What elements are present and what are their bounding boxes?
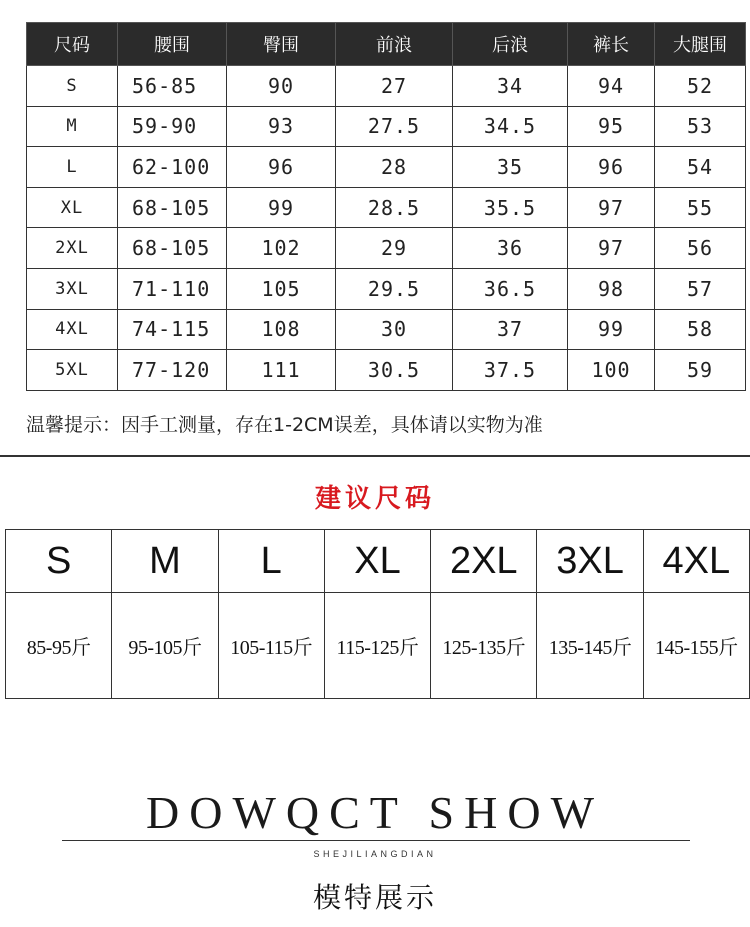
recommended-weight-cell: 95-105斤	[112, 593, 218, 699]
size-row	[27, 309, 746, 350]
size-chart-body	[27, 66, 746, 391]
measurement-cell: 34	[453, 66, 568, 107]
measurement-cell: 71-110	[118, 268, 227, 309]
measurement-cell: 59	[655, 350, 746, 391]
size-label-cell: 3XL	[27, 268, 118, 309]
recommended-weight-cell: 105-115斤	[218, 593, 324, 699]
measurement-cell: 56-85	[118, 66, 227, 107]
size-label-cell: M	[27, 106, 118, 147]
brand-name: DOWQCT SHOW	[146, 787, 604, 838]
measurement-cell: 37	[453, 309, 568, 350]
recommended-size-cell: L	[218, 530, 324, 593]
recommended-weight-cell: 85-95斤	[6, 593, 112, 699]
measurement-cell: 29.5	[336, 268, 453, 309]
measurement-cell: 74-115	[118, 309, 227, 350]
size-label-cell: 5XL	[27, 350, 118, 391]
measurement-cell: 30	[336, 309, 453, 350]
header-length: 裤长	[568, 23, 655, 66]
measurement-cell: 102	[227, 228, 336, 269]
measurement-cell: 99	[227, 187, 336, 228]
measurement-cell: 34.5	[453, 106, 568, 147]
recommendation-weight-row	[6, 593, 750, 699]
measurement-cell: 37.5	[453, 350, 568, 391]
measurement-note: 温馨提示：因手工测量，存在1-2CM误差，具体请以实物为准	[26, 414, 543, 436]
measurement-cell: 62-100	[118, 147, 227, 188]
size-row	[27, 350, 746, 391]
measurement-cell: 29	[336, 228, 453, 269]
recommended-weight-cell: 145-155斤	[643, 593, 749, 699]
measurement-cell: 95	[568, 106, 655, 147]
measurement-cell: 27	[336, 66, 453, 107]
recommended-size-cell: XL	[324, 530, 430, 593]
size-row	[27, 268, 746, 309]
size-label-cell: 2XL	[27, 228, 118, 269]
recommended-weight-cell: 125-135斤	[431, 593, 537, 699]
size-label-cell: S	[27, 66, 118, 107]
measurement-cell: 97	[568, 228, 655, 269]
size-row	[27, 147, 746, 188]
measurement-cell: 93	[227, 106, 336, 147]
measurement-cell: 28	[336, 147, 453, 188]
recommended-size-cell: M	[112, 530, 218, 593]
measurement-cell: 53	[655, 106, 746, 147]
header-size: 尺码	[27, 23, 118, 66]
recommended-weight-cell: 115-125斤	[324, 593, 430, 699]
size-row	[27, 228, 746, 269]
size-recommendation-table	[5, 529, 750, 699]
model-display-caption: 模特展示	[312, 881, 437, 914]
recommended-size-cell: 4XL	[643, 530, 749, 593]
measurement-cell: 100	[568, 350, 655, 391]
measurement-cell: 56	[655, 228, 746, 269]
measurement-cell: 35.5	[453, 187, 568, 228]
measurement-cell: 96	[568, 147, 655, 188]
measurement-cell: 97	[568, 187, 655, 228]
size-chart-header-row	[27, 23, 746, 66]
measurement-cell: 108	[227, 309, 336, 350]
recommended-size-cell: 3XL	[537, 530, 643, 593]
size-row	[27, 187, 746, 228]
size-row	[27, 106, 746, 147]
measurement-cell: 55	[655, 187, 746, 228]
header-thigh: 大腿围	[655, 23, 746, 66]
size-label-cell: XL	[27, 187, 118, 228]
recommendation-size-row	[6, 530, 750, 593]
measurement-cell: 54	[655, 147, 746, 188]
measurement-cell: 96	[227, 147, 336, 188]
measurement-cell: 36	[453, 228, 568, 269]
measurement-cell: 105	[227, 268, 336, 309]
measurement-cell: 52	[655, 66, 746, 107]
header-front-rise: 前浪	[336, 23, 453, 66]
measurement-cell: 59-90	[118, 106, 227, 147]
size-label-cell: L	[27, 147, 118, 188]
measurement-cell: 98	[568, 268, 655, 309]
section-divider	[0, 455, 750, 457]
measurement-cell: 68-105	[118, 228, 227, 269]
measurement-cell: 94	[568, 66, 655, 107]
recommended-size-cell: S	[6, 530, 112, 593]
measurement-cell: 58	[655, 309, 746, 350]
header-back-rise: 后浪	[453, 23, 568, 66]
measurement-cell: 30.5	[336, 350, 453, 391]
measurement-cell: 36.5	[453, 268, 568, 309]
measurement-cell: 27.5	[336, 106, 453, 147]
size-label-cell: 4XL	[27, 309, 118, 350]
recommendation-title: 建议尺码	[314, 484, 435, 514]
measurement-cell: 111	[227, 350, 336, 391]
recommended-size-cell: 2XL	[431, 530, 537, 593]
brand-subtitle: SHEJILIANGDIAN	[313, 849, 437, 859]
measurement-cell: 57	[655, 268, 746, 309]
measurement-cell: 90	[227, 66, 336, 107]
header-waist: 腰围	[118, 23, 227, 66]
measurement-cell: 77-120	[118, 350, 227, 391]
brand-underline	[62, 840, 690, 841]
measurement-cell: 68-105	[118, 187, 227, 228]
measurement-cell: 28.5	[336, 187, 453, 228]
size-row	[27, 66, 746, 107]
recommended-weight-cell: 135-145斤	[537, 593, 643, 699]
header-hip: 臀围	[227, 23, 336, 66]
size-chart-table	[26, 22, 746, 391]
measurement-cell: 99	[568, 309, 655, 350]
measurement-cell: 35	[453, 147, 568, 188]
